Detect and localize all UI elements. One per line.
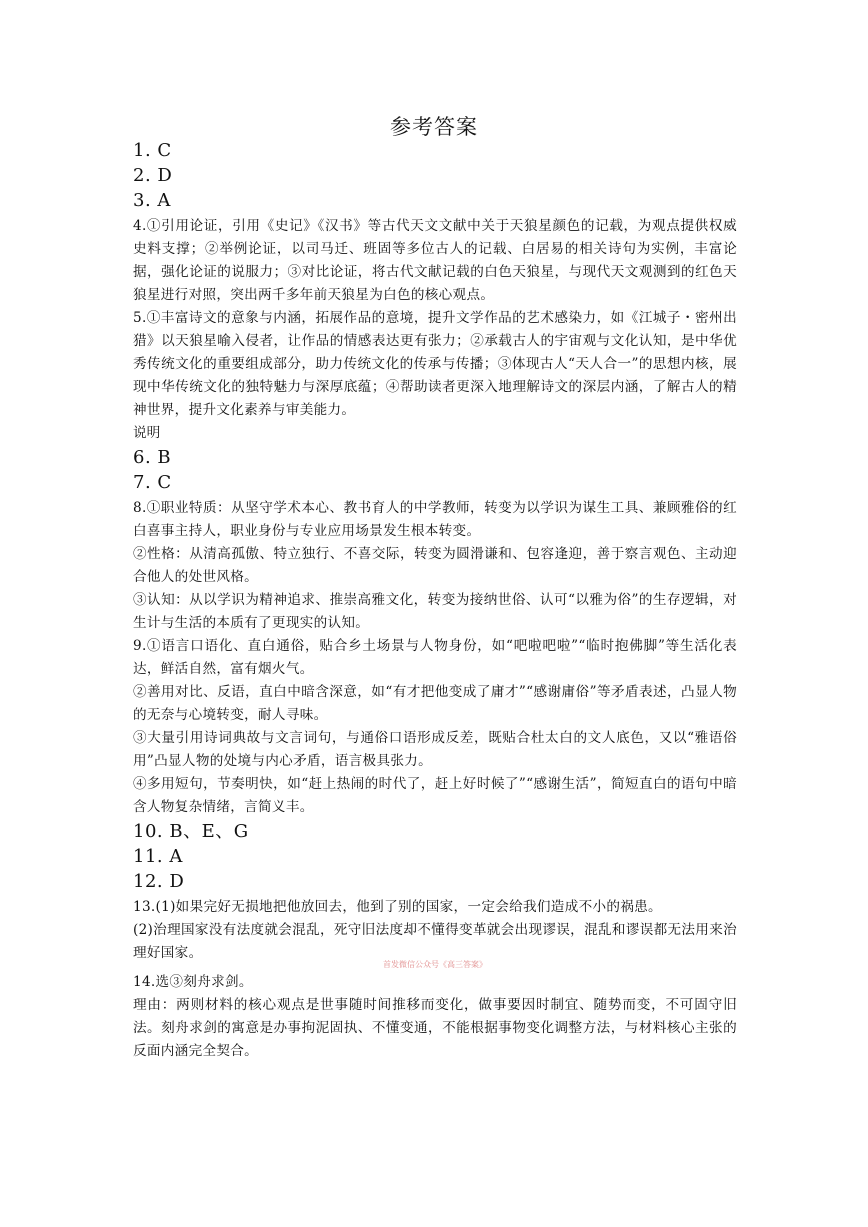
answer-8-part-1: 8.①职业特质：从坚守学术本心、教书育人的中学教师，转变为以学识为谋生工具、兼顾雅俗的红白喜事主持人，职业身份与专业应用场景发生根本转变。 [133,500,737,539]
answer-11: 11. A [133,846,183,867]
answer-10: 10. B、E、G [133,821,249,842]
answer-9-part-3: ③大量引用诗词典故与文言词句，与通俗口语形成反差，既贴合杜太白的文人底色，又以“雅语俗用”凸显人物的处境与内心矛盾，语言极具张力。 [133,730,737,769]
answer-4: 4.①引用论证，引用《史记》《汉书》等古代天文文献中关于天狼星颜色的记载，为观点提供权威史料支撑；②举例论证，以司马迁、班固等多位古人的记载、白居易的相关诗句为实例，丰富论据，强化论证的说服力；③对比论证，将古代文献记载的白色天狼星，与现代天文观测到的红色天狼星进行对照，突出两千多年前天狼星为白色的核心观点。 [133,218,737,303]
answer-9-part-1: 9.①语言口语化、直白通俗，贴合乡土场景与人物身份，如“吧啦吧啦”“临时抱佛脚”等生活化表达，鲜活自然，富有烟火气。 [133,638,737,677]
answer-14-reason: 理由：两则材料的核心观点是世事随时间推移而变化，做事要因时制宜、随势而变，不可固守旧法。刻舟求剑的寓意是办事拘泥固执、不懂变通，不能根据事物变化调整方法，与材料核心主张的反面内涵完全契合。 [133,997,737,1059]
answer-12: 12. D [133,871,185,892]
answer-8-part-2: ②性格：从清高孤傲、特立独行、不喜交际，转变为圆滑谦和、包容逢迎，善于察言观色、主动迎合他人的处世风格。 [133,546,737,585]
answer-13-part-1: 13.(1)如果完好无损地把他放回去，他到了别的国家，一定会给我们造成不小的祸患。 [133,899,662,915]
answer-2: 2. D [133,165,173,186]
answer-8-part-3: ③认知：从以学识为精神追求、推崇高雅文化，转变为接纳世俗、认可“以雅为俗”的生存逻辑，对生计与生活的本质有了更现实的认知。 [133,592,737,631]
page-title: 参考答案 [390,115,478,139]
answer-3: 3. A [133,190,171,211]
answer-14-choice: 14.选③刻舟求剑。 [133,974,253,990]
answer-7: 7. C [133,472,172,493]
answer-9-part-2: ②善用对比、反语，直白中暗含深意，如“有才把他变成了庸才”“感谢庸俗”等矛盾表述，凸显人物的无奈与心境转变，耐人寻味。 [133,684,737,723]
answers-content [133,138,737,1063]
answer-5: 5.①丰富诗文的意象与内涵，拓展作品的意境，提升文学作品的艺术感染力，如《江城子・密州出猎》以天狼星喻入侵者，让作品的情感表达更有张力；②承载古人的宇宙观与文化认知，是中华优秀传统文化的重要组成部分，助力传统文化的传承与传播；③体现古人“天人合一”的思想内核，展现中华传统文化的独特魅力与深厚底蕴；④帮助读者更深入地理解诗文的深层内涵，了解古人的精神世界，提升文化素养与审美能力。 [133,310,737,418]
answer-6: 6. B [133,447,172,468]
watermark-text: 首发微信公众号《高三答案》 [383,960,487,969]
answer-1: 1. C [133,140,172,161]
answer-9-part-4: ④多用短句，节奏明快，如“赶上热闹的时代了，赶上好时候了”“感谢生活”，简短直白的语句中暗含人物复杂情绪，言简义丰。 [133,776,737,815]
answer-13-part-2: (2)治理国家没有法度就会混乱，死守旧法度却不懂得变革就会出现谬误，混乱和谬误都无法用来治理好国家。 [133,922,737,961]
answer-note: 说明 [133,425,161,441]
